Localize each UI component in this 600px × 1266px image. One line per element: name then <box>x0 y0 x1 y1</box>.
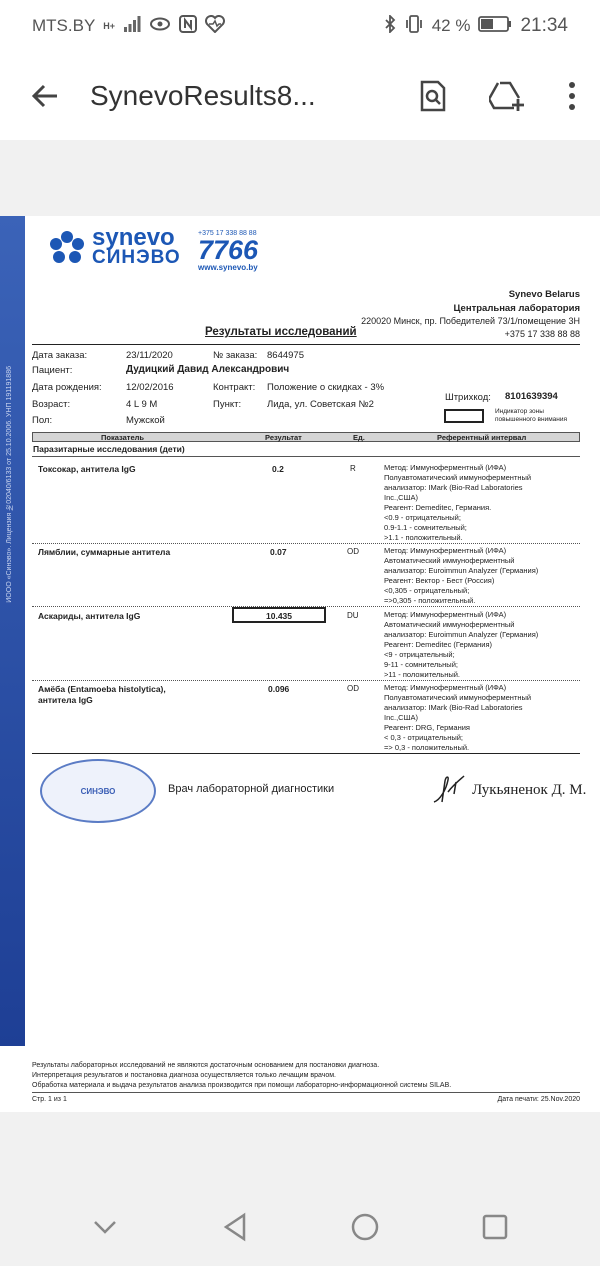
doctor-title: Врач лабораторной диагностики <box>168 783 335 795</box>
test-name-line: Амёба (Entamoeba histolytica), <box>38 684 166 694</box>
test-name: Аскариды, антитела IgG <box>38 611 141 621</box>
test-result: 10.435 <box>266 611 292 621</box>
test-reference <box>384 463 574 543</box>
eye-icon <box>149 16 171 37</box>
barcode-label: Штрихкод: <box>445 392 491 403</box>
note-line: Обработка материала и выдача результатов анализа производится при помощи лабораторно-информационной системы SILAB. <box>32 1082 452 1089</box>
more-vert-icon <box>568 81 576 111</box>
ref-line: 9-11 - сомнительный; <box>384 660 458 669</box>
ref-line: >1.1 - положительный. <box>384 533 463 542</box>
nav-back-button[interactable] <box>205 1202 265 1252</box>
signal-icon <box>123 16 141 37</box>
col-reference: Референтный интервал <box>437 433 527 442</box>
arrow-back-icon <box>30 81 60 111</box>
test-unit: DU <box>347 611 359 620</box>
ref-line: =>0,305 - положительный. <box>384 596 476 605</box>
divider <box>32 344 580 345</box>
ref-line: Автоматический иммуноферментный <box>384 620 515 629</box>
row-divider <box>32 543 580 544</box>
test-name-line: антитела IgG <box>38 695 93 705</box>
org-lab: Центральная лаборатория <box>453 302 580 314</box>
print-date: Дата печати: 25.Nov.2020 <box>497 1096 580 1103</box>
logo-name-cyr: СИНЭВО <box>92 247 181 268</box>
test-result: 0.096 <box>268 684 290 694</box>
ref-line: Реагент: DRG, Германия <box>384 723 470 732</box>
clock: 21:34 <box>520 15 568 36</box>
add-to-drive-button[interactable] <box>470 52 544 140</box>
stamp-text: СИНЭВО <box>80 786 116 796</box>
test-unit: OD <box>347 547 359 556</box>
ref-line: анализатор: Euroimmun Analyzer (Германия) <box>384 566 539 575</box>
attention-zone-indicator <box>444 409 484 423</box>
org-address: 220020 Минск, пр. Победителей 73/1/помещение 3Н <box>361 316 580 326</box>
ref-line: анализатор: IMark (Bio-Rad Laboratories <box>384 483 523 492</box>
vibrate-icon <box>404 15 424 38</box>
ref-line: Метод: Иммуноферментный (ИФА) <box>384 463 507 472</box>
col-result: Результат <box>265 433 302 442</box>
ref-line: Полуавтоматический иммуноферментный <box>384 693 532 702</box>
birth-date: 12/02/2016 <box>126 382 174 393</box>
navigation-bar <box>0 1188 600 1266</box>
ref-line: Реагент: Вектор - Бест (Россия) <box>384 576 495 585</box>
order-no-label: № заказа: <box>213 350 258 361</box>
org-name: Synevo Belarus <box>508 289 580 300</box>
contract-label: Контракт: <box>213 382 256 393</box>
section-title: Паразитарные исследования (дети) <box>33 444 185 454</box>
row-divider <box>32 680 580 681</box>
test-result: 0.07 <box>270 547 287 557</box>
ref-line: Реагент: Demeditec (Германия) <box>384 640 493 649</box>
search-in-doc-button[interactable] <box>396 52 470 140</box>
patient-name: Дудицкий Давид Александрович <box>126 364 290 375</box>
triangle-back-icon <box>222 1212 248 1242</box>
age-label: Возраст: <box>32 399 71 410</box>
ref-line: Метод: Иммуноферментный (ИФА) <box>384 610 507 619</box>
search-document-icon <box>419 80 447 112</box>
table-header <box>32 432 580 442</box>
logo-name-lat: synevo <box>92 224 175 251</box>
test-reference <box>384 683 574 753</box>
chevron-down-icon <box>92 1219 118 1235</box>
carrier-label: MTS.BY <box>32 16 96 35</box>
order-date-label: Дата заказа: <box>32 350 88 361</box>
website: www.synevo.by <box>198 263 258 272</box>
ref-line: <0,305 - отрицательный; <box>384 586 470 595</box>
ref-line: <9 - отрицательный; <box>384 650 455 659</box>
test-unit: R <box>350 464 356 473</box>
ref-line: < 0,3 - отрицательный; <box>384 733 464 742</box>
test-reference <box>384 546 574 606</box>
short-number: 7766 <box>198 235 259 265</box>
document-page <box>0 216 600 1112</box>
status-bar <box>0 0 600 52</box>
sex-label: Пол: <box>32 415 53 426</box>
test-reference <box>384 610 574 680</box>
page-number: Стр. 1 из 1 <box>32 1096 67 1103</box>
patient-label: Пациент: <box>32 365 73 376</box>
order-date: 23/11/2020 <box>126 350 173 361</box>
nav-hide-button[interactable] <box>75 1202 135 1252</box>
phone-full: +375 17 338 88 88 <box>198 230 257 237</box>
table-end-divider <box>32 753 580 754</box>
doctor-name: Лукьяненок Д. М. <box>472 781 587 798</box>
ref-line: анализатор: Euroimmun Analyzer (Германия) <box>384 630 539 639</box>
point-value: Лида, ул. Советская №2 <box>267 399 374 410</box>
note-line: Результаты лабораторных исследований не являются достаточным основанием для постановки диагноза. <box>32 1062 380 1069</box>
col-indicator: Показатель <box>101 433 145 442</box>
signature-mark <box>432 772 468 808</box>
side-strip <box>0 216 25 1046</box>
more-options-button[interactable] <box>544 52 600 140</box>
ref-line: анализатор: IMark (Bio-Rad Laboratories <box>384 703 523 712</box>
ref-line: >11 - положительный. <box>384 670 461 679</box>
org-info <box>361 288 580 340</box>
barcode-value: 8101639394 <box>505 391 558 402</box>
signature <box>432 772 586 808</box>
test-name <box>38 684 166 706</box>
point-label: Пункт: <box>213 399 242 410</box>
footer-notes <box>32 1061 451 1091</box>
drive-add-icon <box>489 81 525 111</box>
heart-icon <box>205 15 225 38</box>
test-name: Токсокар, антитела IgG <box>38 464 136 474</box>
ref-line: Метод: Иммуноферментный (ИФА) <box>384 546 507 555</box>
contact-block <box>198 230 258 272</box>
test-name: Лямблии, суммарные антитела <box>38 547 171 557</box>
ref-line: Полуавтоматический иммуноферментный <box>384 473 532 482</box>
flower-logo-icon <box>48 229 86 267</box>
ref-line: Метод: Иммуноферментный (ИФА) <box>384 683 507 692</box>
network-type: H+ <box>103 21 116 31</box>
nfc-icon <box>179 15 197 38</box>
license-text: ИООО «Синэво». Лицензия №02040/6133 от 25.10.2006. УНП 191191886 <box>6 366 13 603</box>
page-title: Результаты исследований <box>205 326 357 338</box>
document-title: SynevoResults8... <box>90 80 316 111</box>
ref-line: Автоматический иммуноферментный <box>384 556 515 565</box>
birth-label: Дата рождения: <box>32 382 102 393</box>
org-phone: +375 17 338 88 88 <box>504 328 580 339</box>
circle-home-icon <box>350 1212 380 1242</box>
nav-home-button[interactable] <box>335 1202 395 1252</box>
order-no: 8644975 <box>267 350 304 361</box>
note-line: Интерпретация результатов и постановка диагноза осуществляется только лечащим врачом. <box>32 1072 337 1079</box>
ref-line: Inc.,США) <box>384 493 418 502</box>
col-unit: Ед. <box>353 433 365 442</box>
ref-line: Реагент: Demeditec, Германия. <box>384 503 492 512</box>
battery-percent: 42 % <box>431 16 471 35</box>
test-unit: OD <box>347 684 359 693</box>
ref-line: => 0,3 - положительный. <box>384 743 470 752</box>
section-divider <box>32 456 580 457</box>
sex-value: Мужской <box>126 415 165 426</box>
battery-icon <box>478 16 512 37</box>
ref-line: Inc.,США) <box>384 713 418 722</box>
footer-divider <box>32 1092 580 1093</box>
square-recents-icon <box>482 1214 508 1240</box>
official-stamp <box>40 759 156 823</box>
back-button[interactable] <box>0 52 90 140</box>
contract-value: Положение о скидках - 3% <box>267 382 385 393</box>
synevo-logo <box>48 224 181 268</box>
test-result: 0.2 <box>272 464 284 474</box>
nav-recents-button[interactable] <box>465 1202 525 1252</box>
age-value: 4 L 9 M <box>126 399 158 410</box>
ref-line: 0.9-1.1 - сомнительный; <box>384 523 467 532</box>
app-bar <box>0 52 600 140</box>
attention-zone-label: Индикатор зоны повышенного внимания <box>495 408 568 423</box>
ref-line: <0.9 - отрицательный; <box>384 513 461 522</box>
bluetooth-icon <box>384 15 396 38</box>
